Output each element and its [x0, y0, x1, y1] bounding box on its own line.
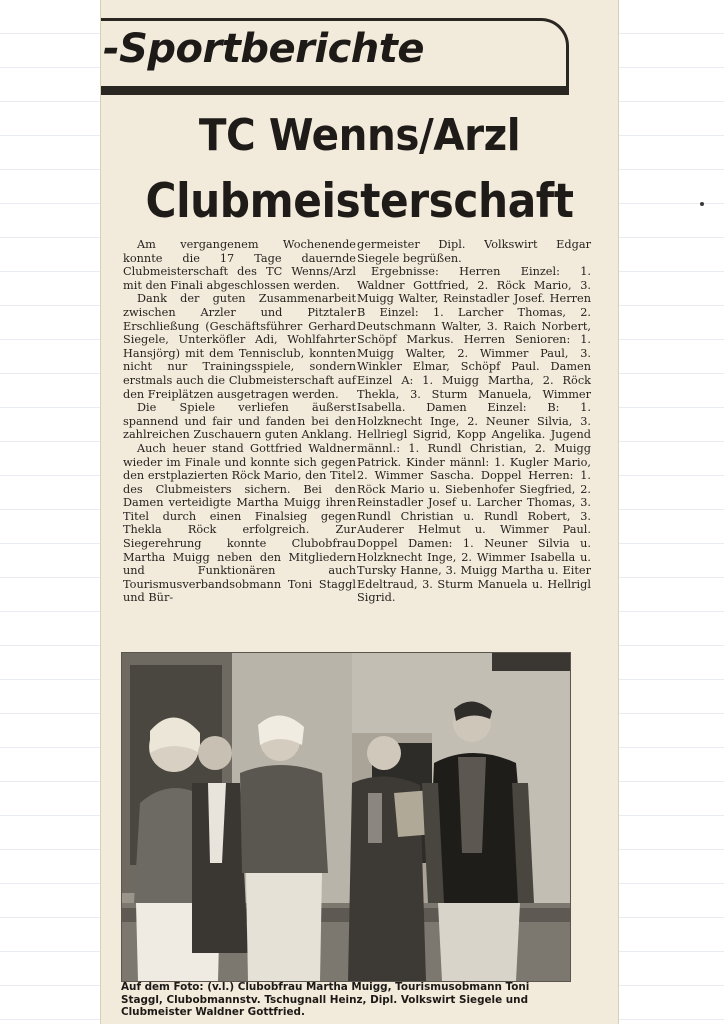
headline-line-2: Clubmeisterschaft: [145, 174, 574, 229]
article-right-column: [357, 238, 591, 605]
paper-mark: [700, 202, 704, 206]
section-header-underline: [101, 86, 569, 95]
article-paragraph: Auch heuer stand Gottfried Waldner wieder im Finale und konnte sich gegen den erstplazierten Röck Mario, den Titel des Clubmeisters sichern. Bei den Damen verteidigte Martha Muigg ihren Titel durch einen Finalsieg gegen Thekla Röck erfolgreich. Zur Siegerehrung konnte Clubobfrau Martha Muigg neben den Mitgliedern und Funktionären auch Tourismusverbandsobmann Toni Staggl und Bür-: [123, 441, 356, 605]
section-title: -Sportberichte: [103, 26, 425, 72]
photo-caption: Auf dem Foto: (v.l.) Clubobfrau Martha Muigg, Tourismusobmann Toni Staggl, Clubobmannstv. Tschugnall Heinz, Dipl. Volkswirt Siegele und Clubmeister Waldner Gottfried.: [121, 981, 530, 1019]
headline-line-1: TC Wenns/Arzl: [198, 110, 521, 161]
article-paragraph: Am vergangenem Wochenende konnte die 17 Tage dauernde Clubmeisterschaft des TC Wenns/Arzl mit den Finali abgeschlossen werden.: [123, 238, 356, 292]
article-paragraph: Dank der guten Zusammenarbeit zwischen Arzler und Pitztaler Erschließung (Geschäftsführer Gerhard Siegele, Unterköfler Adi, Wohlfahrter Hansjörg) mit dem Tennisclub, konnten nicht nur Trainingsspiele, sondern erstmals auch die Clubmeisterschaft auf den Freiplätzen ausgetragen werden.: [123, 292, 356, 401]
article-paragraph: germeister Dipl. Volkswirt Edgar Siegele begrüßen.: [357, 238, 591, 265]
article-left-column: [123, 238, 356, 605]
results-paragraph: Ergebnisse: Herren Einzel: 1. Waldner Gottfried, 2. Röck Mario, 3. Muigg Walter, Reinstadler Josef. Herren B Einzel: 1. Larcher Thomas, 2. Deutschmann Walter, 3. Raich Norbert, Schöpf Markus. Herren Senioren: 1. Muigg Walter, 2. Wimmer Paul, 3. Winkler Elmar, Schöpf Paul. Damen Einzel A: 1. Muigg Martha, 2. Röck Thekla, 3. Sturm Manuela, Wimmer Isabella. Damen Einzel: B: 1. Holzknecht Inge, 2. Neuner Silvia, 3. Hellriegl Sigrid, Kopp Angelika. Jugend männl.: 1. Rundl Christian, 2. Muigg Patrick. Kinder männl: 1. Kugler Mario, 2. Wimmer Sascha. Doppel Herren: 1. Röck Mario u. Siebenhofer Siegfried, 2. Reinstadler Josef u. Larcher Thomas, 3. Rundl Christian u. Rundl Robert, 3. Auderer Helmut u. Wimmer Paul. Doppel Damen: 1. Neuner Silvia u. Holzknecht Inge, 2. Wimmer Isabella u. Tursky Hanne, 3. Muigg Martha u. Eiter Edeltraud, 3. Sturm Manuela u. Hellrigl Sigrid.: [357, 265, 591, 605]
article-paragraph: Die Spiele verliefen äußerst spannend und fair und fanden bei den zahlreichen Zuschauern guten Anklang.: [123, 401, 356, 442]
newspaper-clipping: [101, 0, 618, 1024]
photo-illustration: [122, 653, 570, 981]
group-photo: [121, 652, 571, 982]
